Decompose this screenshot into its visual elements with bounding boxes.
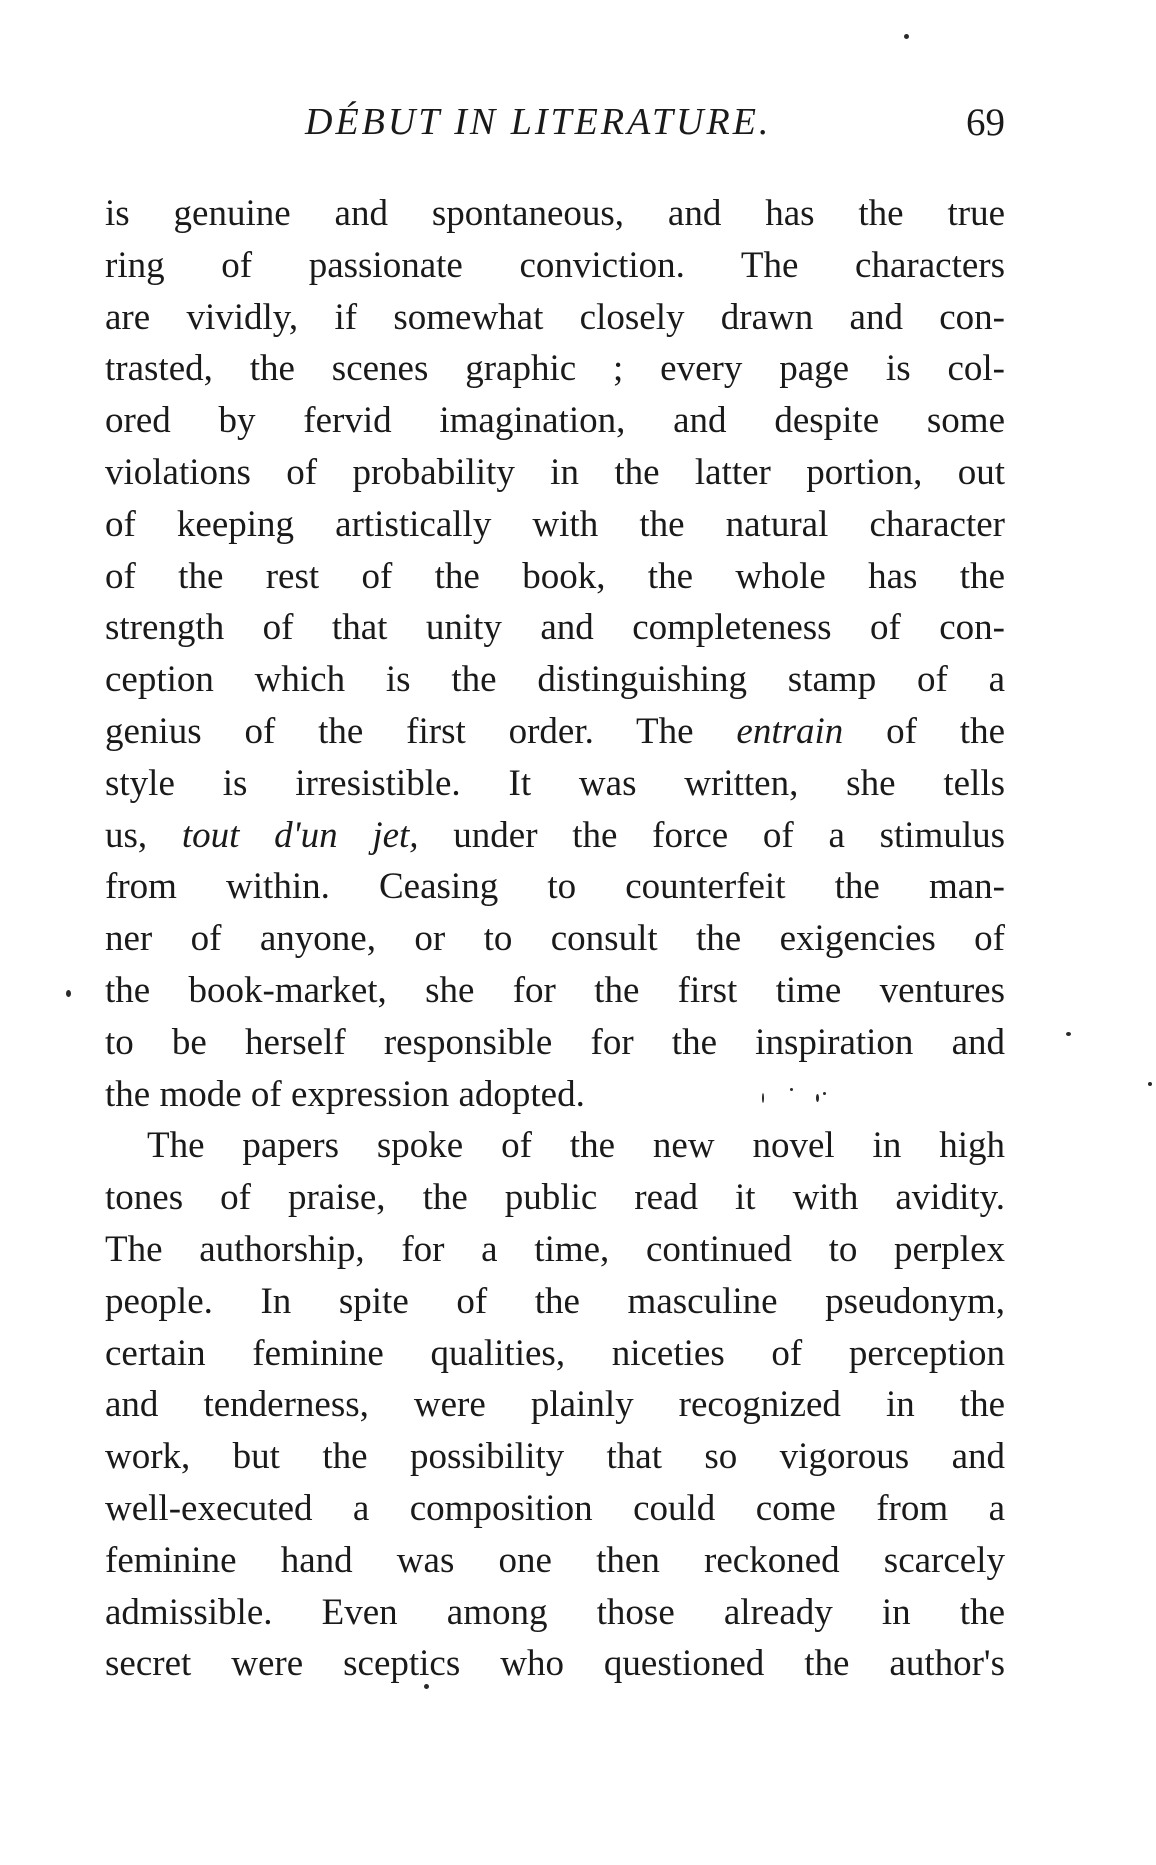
- text-line: ception which is the distinguishing stamp of a: [105, 659, 1005, 701]
- text-line: trasted, the scenes graphic ; every page is col-: [105, 348, 1005, 390]
- scan-speck: [816, 1094, 819, 1102]
- text-run: under the force of a stimulus: [453, 814, 1006, 856]
- scan-speck: [1066, 1032, 1071, 1036]
- scan-speck: [790, 1088, 793, 1091]
- text-line: of the rest of the book, the whole has the: [105, 555, 1005, 597]
- text-line: [105, 810, 1005, 862]
- text-line: is genuine and spontaneous, and has the true: [105, 193, 1005, 234]
- page-number: 69: [966, 101, 1005, 144]
- running-title: DÉBUT IN LITERATURE.: [305, 101, 772, 143]
- text-line: ner of anyone, or to consult the exigencies of: [105, 918, 1005, 960]
- text-line: The authorship, for a time, continued to perplex: [105, 1228, 1005, 1270]
- text-line: ored by fervid imagination, and despite some: [105, 400, 1005, 442]
- text-line: and tenderness, were plainly recognized in the: [105, 1384, 1005, 1426]
- text-run: genius of the first order. The: [105, 710, 694, 752]
- text-run: of the: [886, 710, 1006, 752]
- text-line: of keeping artistically with the natural character: [105, 503, 1005, 545]
- text-line: style is irresistible. It was written, she tells: [105, 762, 1005, 804]
- scan-speck: [823, 1092, 826, 1095]
- text-line: well-executed a composition could come from a: [105, 1487, 1005, 1529]
- scan-speck: [904, 34, 909, 39]
- scan-speck: [66, 990, 71, 997]
- body-text: [105, 188, 1005, 1690]
- scan-speck: [424, 1684, 429, 1689]
- text-line: admissible. Even among those already in the: [105, 1591, 1005, 1633]
- italic-term: tout d'un jet,: [181, 814, 419, 856]
- text-line: work, but the possibility that so vigorous and: [105, 1436, 1005, 1478]
- paragraph-2: [105, 1120, 1005, 1690]
- text-line: people. In spite of the masculine pseudonym,: [105, 1280, 1005, 1322]
- text-line: secret were sceptics who questioned the author's: [105, 1643, 1005, 1685]
- text-line: violations of probability in the latter portion, out: [105, 451, 1005, 493]
- text-line: the mode of expression adopted.: [105, 1073, 585, 1115]
- paragraph-1: [105, 188, 1005, 1120]
- text-line: feminine hand was one then reckoned scarcely: [105, 1539, 1005, 1581]
- scan-speck: [1148, 1082, 1152, 1086]
- text-line: tones of praise, the public read it with avidity.: [105, 1177, 1005, 1219]
- text-line: certain feminine qualities, niceties of perception: [105, 1332, 1005, 1374]
- text-line: strength of that unity and completeness of con-: [105, 607, 1005, 649]
- italic-term: entrain: [736, 710, 844, 752]
- text-line: ring of passionate conviction. The characters: [105, 244, 1005, 286]
- running-head: [105, 100, 1005, 150]
- text-line: the book-market, she for the first time ventures: [105, 969, 1005, 1011]
- text-run: us,: [105, 814, 148, 856]
- scan-speck: [762, 1093, 764, 1103]
- text-line: are vividly, if somewhat closely drawn and con-: [105, 296, 1005, 338]
- text-line: [105, 706, 1005, 758]
- text-line: The papers spoke of the new novel in high: [147, 1125, 1005, 1167]
- text-line: to be herself responsible for the inspiration and: [105, 1021, 1005, 1063]
- text-line: from within. Ceasing to counterfeit the man-: [105, 866, 1005, 908]
